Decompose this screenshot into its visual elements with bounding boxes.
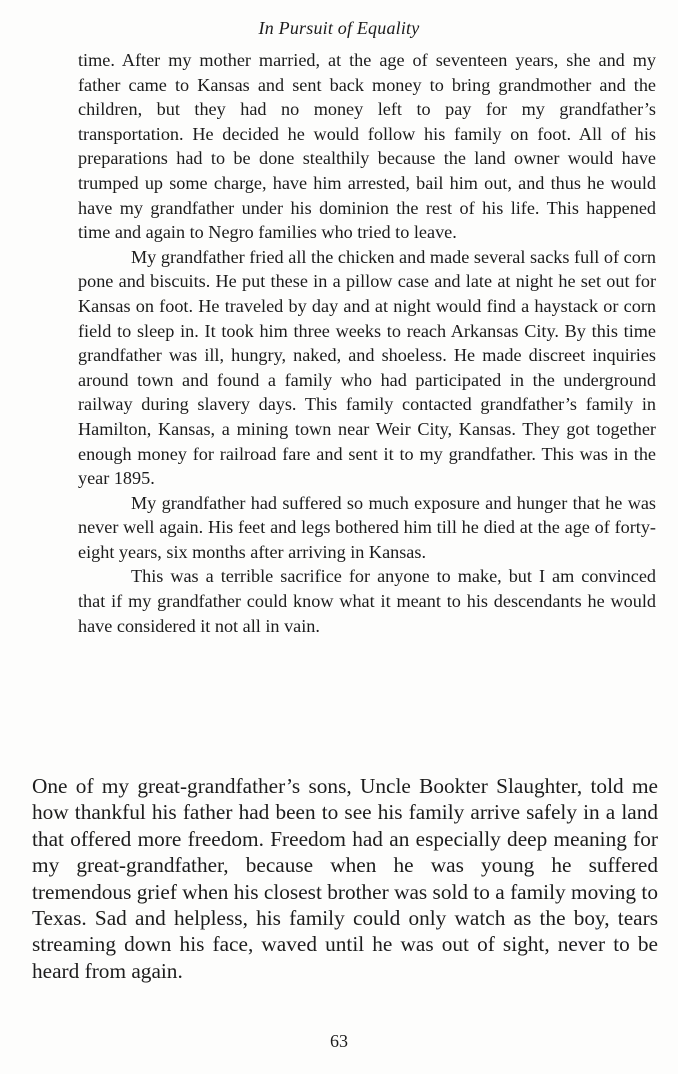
extract-paragraph: This was a terrible sacrifice for anyone to make, but I am convinced that if my grandfather could know what it meant to his descendants he would have considered it not all in vain.: [78, 566, 656, 636]
page-number: 63: [330, 1031, 348, 1051]
block-quote-extract: [78, 48, 656, 638]
extract-paragraph: time. After my mother married, at the age of seventeen years, she and my father came to Kansas and sent back money to bring grandmother and the children, but they had no money left to pay for my grandfather’s transportation. He decided he would follow his family on foot. All of his preparations had to be done stealthily because the land owner would have trumped up some charge, have him arrested, bail him out, and thus he would have my grandfather under his dominion the rest of his life. This happened time and again to Negro families who tried to leave.: [78, 50, 656, 243]
running-title: In Pursuit of Equality: [258, 18, 420, 38]
extract-paragraph: My grandfather fried all the chicken and made several sacks full of corn pone and biscuits. He put these in a pillow case and late at night he set out for Kansas on foot. He traveled by day and at night would find a haystack or corn field to sleep in. It took him three weeks to reach Arkansas City. By this time grandfather was ill, hungry, naked, and shoeless. He made discreet inquiries around town and found a family who had participated in the underground railway during slavery days. This family contacted grandfather’s family in Hamilton, Kansas, a mining town near Weir City, Kansas. They got together enough money for railroad fare and sent it to my grandfather. This was in the year 1895.: [78, 246, 656, 489]
body-paragraph: One of my great-grandfather’s sons, Uncle Bookter Slaughter, told me how thankful his father had been to see his family arrive safely in a land that offered more freedom. Freedom had an especially deep meaning for my great-grandfather, because when he was young he suffered tremendous grief when his closest brother was sold to a family moving to Texas. Sad and helpless, his family could only watch as the boy, tears streaming down his face, waved until he was out of sight, never to be heard from again.: [32, 774, 658, 983]
body-text: [32, 773, 658, 984]
extract-paragraph: My grandfather had suffered so much exposure and hunger that he was never well again. His feet and legs bothered him till he died at the age of forty-eight years, six months after arriving in Kansas.: [78, 492, 656, 562]
